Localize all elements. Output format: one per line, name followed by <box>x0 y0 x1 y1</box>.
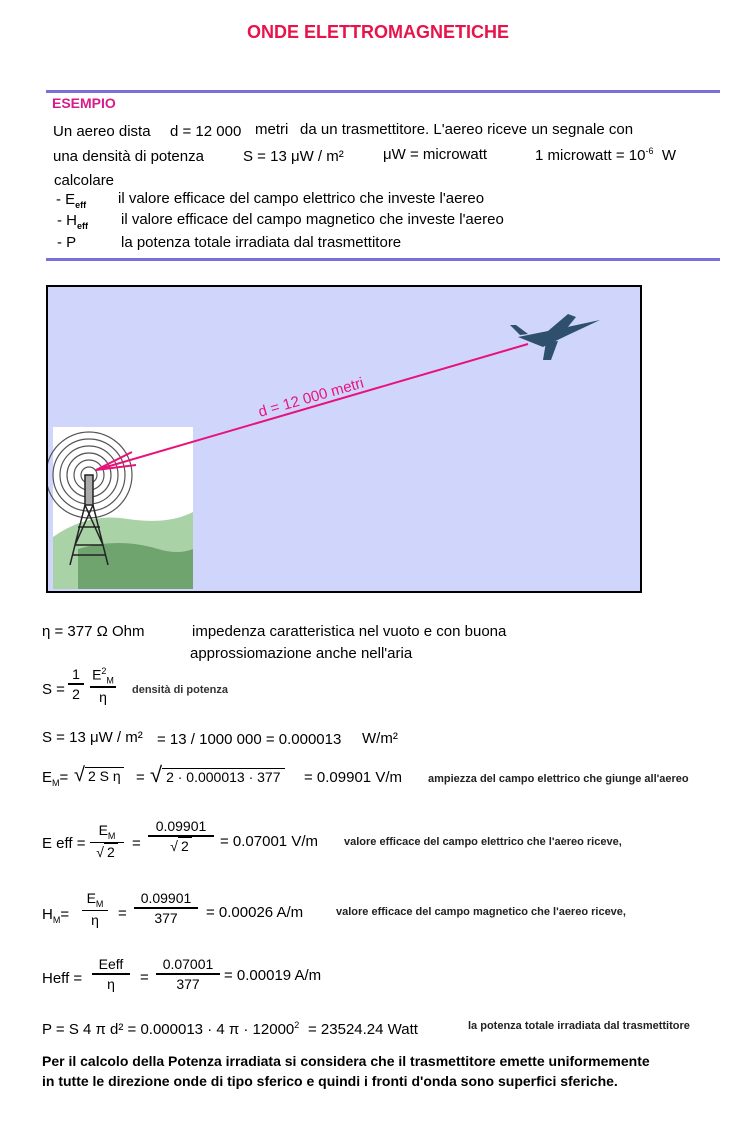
fraction-em-eta: $E^2_M$ η <box>90 666 116 705</box>
hm-eq: = <box>118 905 127 922</box>
heff-lhs: Heff = <box>42 970 83 987</box>
example-text: una densità di potenza <box>53 148 204 165</box>
item-symbol: - $H_{eff}$ <box>57 212 88 231</box>
eeff-result: = 0.07001 V/m <box>220 833 318 850</box>
item-symbol: - P <box>57 234 77 251</box>
p-description: la potenza totale irradiata dal trasmettitore <box>468 1020 690 1032</box>
example-heading: ESEMPIO <box>52 95 116 111</box>
footer-note: in tutte le direzione onde di tipo sferico e quindi i fronti d'onda sono superfici sferiche. <box>42 1073 618 1089</box>
p-result: = 23524.24 Watt <box>308 1021 418 1038</box>
sqrt-2s-eta: √ 2 S η <box>74 764 124 787</box>
fraction-value-sqrt2: 0.09901 √ 2 <box>148 818 214 854</box>
transmitter-airplane-illustration <box>46 285 642 593</box>
s-lhs: S = <box>42 681 65 698</box>
fraction-value-eta: 0.09901 377 <box>134 890 198 926</box>
item-text: il valore efficace del campo elettrico che investe l'aereo <box>118 190 485 207</box>
example-text: metri <box>255 121 289 138</box>
hm-result: = 0.00026 A/m <box>206 904 304 921</box>
fraction-value-377: 0.07001 377 <box>156 956 220 992</box>
example-text: S = 13 μW / m² <box>243 148 344 165</box>
item-text: la potenza totale irradiata dal trasmettitore <box>121 234 402 251</box>
heff-result: = 0.00019 A/m <box>224 967 322 984</box>
fraction-half: 1 2 <box>68 666 84 702</box>
scene-drawing <box>48 287 640 591</box>
eta-description: impedenza caratteristica nel vuoto e con buona <box>192 623 507 640</box>
fraction-em-sqrt2: $E_M$ √ 2 <box>90 822 124 860</box>
hm-description: valore efficace del campo magnetico che l'aereo riceve, <box>336 906 626 918</box>
em-eq: = <box>136 769 145 786</box>
s-value: S = 13 μW / m² <box>42 729 143 746</box>
airplane-icon <box>510 314 600 360</box>
example-text: d = 12 000 <box>170 123 242 140</box>
eta-description: approssiomazione anche nell'aria <box>190 645 413 662</box>
em-lhs: $E_M=$ <box>42 769 69 788</box>
eeff-description: valore efficace del campo elettrico che l'aereo riceve, <box>344 836 622 848</box>
item-text: il valore efficace del campo magnetico che investe l'aereo <box>121 211 504 228</box>
example-text: Un aereo dista <box>53 123 151 140</box>
distance-line <box>96 344 528 470</box>
item-symbol: - $E_{eff}$ <box>56 191 87 210</box>
example-text: 1 microwatt = $10^{-6}$ W <box>535 146 676 164</box>
bottom-divider <box>46 258 720 261</box>
example-text: da un trasmettitore. L'aereo riceve un segnale con <box>300 121 634 138</box>
page-title: ONDE ELETTROMAGNETICHE <box>246 22 509 42</box>
s-value-conversion: = 13 / 1000 000 = 0.000013 <box>157 731 342 748</box>
top-divider <box>46 90 720 93</box>
em-description: ampiezza del campo elettrico che giunge all'aereo <box>428 773 689 785</box>
em-result: = 0.09901 V/m <box>304 769 402 786</box>
eta-value: η = 377 Ω Ohm <box>42 623 145 640</box>
sqrt-numeric: √ 2 · 0.000013 · 377 <box>150 762 285 788</box>
eeff-eq: = <box>132 835 141 852</box>
fraction-eeff-eta: Eeff η <box>92 956 130 992</box>
eeff-lhs: E eff = <box>42 835 86 852</box>
s-description: densità di potenza <box>132 684 228 696</box>
fraction-em-eta: $E_M$ η <box>82 890 108 928</box>
example-text: μW = microwatt <box>383 146 488 163</box>
footer-note: Per il calcolo della Potenza irradiata si considera che il trasmettitore emette uniformemente <box>42 1053 650 1069</box>
heff-eq: = <box>140 969 149 986</box>
hm-lhs: $H_M=$ <box>42 906 70 925</box>
distance-label: d = 12 000 metri <box>256 374 366 421</box>
p-formula: P = S 4 π d² = 0.000013 · 4 $\pi \cdot 12000^2$ <box>42 1020 300 1038</box>
s-unit: W/m² <box>362 730 398 747</box>
example-text: calcolare <box>54 172 115 189</box>
